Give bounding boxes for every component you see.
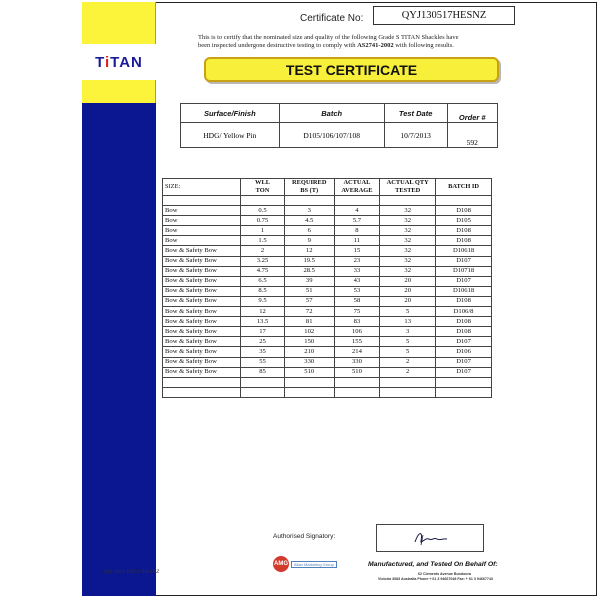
table-cell: 9.5 — [241, 296, 285, 306]
table-cell: 20 — [380, 276, 436, 286]
table-cell: 102 — [284, 327, 334, 337]
table-cell: 28.5 — [284, 266, 334, 276]
table-cell: D107 — [436, 357, 492, 367]
table-cell: 32 — [380, 216, 436, 226]
summary-value-cell: 10/7/2013 — [384, 123, 447, 148]
table-cell: 106 — [334, 327, 380, 337]
table-cell: D107 — [436, 367, 492, 377]
table-cell: 57 — [284, 296, 334, 306]
intro-text: This is to certify that the nominated size and quality of the following Grade S TITAN Shackles have been inspected undergone destructive testing to comply with AS2741-2002 with following results. — [198, 34, 459, 49]
table-cell: 12 — [284, 246, 334, 256]
table-cell: D10618 — [436, 286, 492, 296]
summary-header-cell: Surface/Finish — [181, 104, 280, 123]
table-row — [163, 206, 492, 216]
empty-row — [163, 387, 492, 397]
table-row — [163, 236, 492, 246]
summary-header-cell: Batch — [279, 104, 384, 123]
table-cell: Bow — [163, 216, 241, 226]
results-table — [162, 178, 492, 398]
reference-number: Ref: QYJ-130517HESNZ — [104, 569, 160, 575]
table-cell: 2 — [380, 367, 436, 377]
table-cell: 5.7 — [334, 216, 380, 226]
table-cell: 0.75 — [241, 216, 285, 226]
table-cell: D108 — [436, 206, 492, 216]
table-cell: Bow & Safety Bow — [163, 357, 241, 367]
table-row — [163, 327, 492, 337]
signature-image — [377, 525, 483, 551]
table-cell: Bow & Safety Bow — [163, 317, 241, 327]
table-cell: 2 — [380, 357, 436, 367]
table-cell: Bow & Safety Bow — [163, 327, 241, 337]
table-cell: D106/8 — [436, 307, 492, 317]
table-cell: 3 — [284, 206, 334, 216]
table-cell: D108 — [436, 327, 492, 337]
table-cell: 510 — [284, 367, 334, 377]
results-body — [163, 206, 492, 378]
table-cell: 0.5 — [241, 206, 285, 216]
table-cell: 4.75 — [241, 266, 285, 276]
spacer-row — [163, 196, 492, 206]
table-cell: 330 — [284, 357, 334, 367]
table-cell: 15 — [334, 246, 380, 256]
table-cell: 32 — [380, 226, 436, 236]
summary-value-row — [181, 123, 498, 148]
certificate-number-value: QYJ130517HESNZ — [373, 6, 515, 25]
table-row — [163, 246, 492, 256]
table-row — [163, 276, 492, 286]
table-cell: 35 — [241, 347, 285, 357]
table-row — [163, 317, 492, 327]
summary-header-cell: Test Date — [384, 104, 447, 123]
table-cell: 17 — [241, 327, 285, 337]
table-cell: 330 — [334, 357, 380, 367]
table-cell: 23 — [334, 256, 380, 266]
table-cell: Bow & Safety Bow — [163, 286, 241, 296]
table-cell: 32 — [380, 256, 436, 266]
manufacturer-address-line1: 62 Clements Avenue Bundoora — [418, 572, 471, 576]
table-cell: 32 — [380, 236, 436, 246]
table-cell: 8.5 — [241, 286, 285, 296]
table-cell: 3 — [380, 327, 436, 337]
table-row — [163, 347, 492, 357]
table-cell: 13.5 — [241, 317, 285, 327]
table-cell: Bow & Safety Bow — [163, 276, 241, 286]
table-cell: 155 — [334, 337, 380, 347]
table-cell: 32 — [380, 266, 436, 276]
table-cell: D108 — [436, 296, 492, 306]
amg-logo — [273, 555, 343, 573]
table-cell: 81 — [284, 317, 334, 327]
table-cell: 32 — [380, 246, 436, 256]
summary-value-cell: 592 — [447, 123, 497, 148]
table-cell: 8 — [334, 226, 380, 236]
table-row — [163, 296, 492, 306]
table-cell: D107 — [436, 337, 492, 347]
table-cell: D107 — [436, 276, 492, 286]
table-cell: 75 — [334, 307, 380, 317]
table-cell: D107 — [436, 256, 492, 266]
table-cell: 20 — [380, 296, 436, 306]
table-cell: Bow & Safety Bow — [163, 256, 241, 266]
table-cell: 1.5 — [241, 236, 285, 246]
table-cell: 13 — [380, 317, 436, 327]
table-cell: D108 — [436, 226, 492, 236]
table-cell: 4.5 — [284, 216, 334, 226]
table-cell: 51 — [284, 286, 334, 296]
summary-value-cell: D105/106/107/108 — [279, 123, 384, 148]
table-cell: 53 — [334, 286, 380, 296]
table-cell: 58 — [334, 296, 380, 306]
table-cell: D105 — [436, 216, 492, 226]
table-row — [163, 216, 492, 226]
table-cell: 39 — [284, 276, 334, 286]
table-cell: 5 — [380, 347, 436, 357]
table-cell: 1 — [241, 226, 285, 236]
left-brand-bar — [82, 2, 156, 596]
table-cell: 12 — [241, 307, 285, 317]
title-banner — [204, 57, 499, 82]
table-cell: Bow & Safety Bow — [163, 337, 241, 347]
table-cell: 11 — [334, 236, 380, 246]
table-cell: Bow & Safety Bow — [163, 266, 241, 276]
header-wll: WLL TON — [241, 179, 285, 196]
table-cell: D108 — [436, 236, 492, 246]
summary-header-row — [181, 104, 498, 123]
table-cell: 43 — [334, 276, 380, 286]
table-cell: 19.5 — [284, 256, 334, 266]
table-cell: 9 — [284, 236, 334, 246]
table-cell: Bow & Safety Bow — [163, 246, 241, 256]
table-row — [163, 307, 492, 317]
table-cell: Bow — [163, 206, 241, 216]
table-cell: 72 — [284, 307, 334, 317]
header-qty: ACTUAL QTY TESTED — [380, 179, 436, 196]
table-cell: Bow & Safety Bow — [163, 347, 241, 357]
table-cell: 3.25 — [241, 256, 285, 266]
table-row — [163, 357, 492, 367]
summary-value-cell: HDG/ Yellow Pin — [181, 123, 280, 148]
titan-logo: TiTAN — [82, 44, 156, 80]
table-cell: 5 — [380, 307, 436, 317]
table-cell: 510 — [334, 367, 380, 377]
blue-band — [82, 103, 156, 596]
amg-mark: AMG — [273, 556, 289, 572]
table-cell: 32 — [380, 206, 436, 216]
manufacturer-address-line2: Victoria 3083 Australia Phone + 61 3 94667048 Fax: + 61 3 94667743 — [378, 577, 493, 581]
table-cell: 6.5 — [241, 276, 285, 286]
table-cell: Bow & Safety Bow — [163, 367, 241, 377]
table-cell: 6 — [284, 226, 334, 236]
table-cell: Bow — [163, 236, 241, 246]
table-row — [163, 226, 492, 236]
table-cell: 55 — [241, 357, 285, 367]
table-cell: 5 — [380, 337, 436, 347]
signature-box — [376, 524, 484, 552]
table-cell: 2 — [241, 246, 285, 256]
authorised-signatory-label: Authorised Signatory: — [273, 533, 336, 540]
table-cell: D10718 — [436, 266, 492, 276]
table-cell: 33 — [334, 266, 380, 276]
table-cell: Bow & Safety Bow — [163, 296, 241, 306]
table-cell: D108 — [436, 317, 492, 327]
header-required: REQUIRED BS (T) — [284, 179, 334, 196]
results-header-row — [163, 179, 492, 196]
table-row — [163, 266, 492, 276]
header-size: SIZE: — [163, 179, 241, 196]
header-actual: ACTUAL AVERAGE — [334, 179, 380, 196]
table-cell: 150 — [284, 337, 334, 347]
table-cell: D10618 — [436, 246, 492, 256]
table-cell: 25 — [241, 337, 285, 347]
table-row — [163, 337, 492, 347]
manufacturer-title: Manufactured, and Tested On Behalf Of: — [368, 561, 498, 568]
table-row — [163, 286, 492, 296]
table-row — [163, 367, 492, 377]
table-row — [163, 256, 492, 266]
table-cell: 4 — [334, 206, 380, 216]
summary-table — [180, 103, 498, 148]
header-batch: BATCH ID — [436, 179, 492, 196]
table-cell: 210 — [284, 347, 334, 357]
table-cell: 214 — [334, 347, 380, 357]
table-cell: 83 — [334, 317, 380, 327]
amg-text: Allan Marketing Group — [291, 561, 337, 568]
table-cell: D106 — [436, 347, 492, 357]
table-cell: 85 — [241, 367, 285, 377]
certificate-number-label: Certificate No: — [300, 13, 364, 24]
page-title: TEST CERTIFICATE — [285, 61, 418, 78]
table-cell: Bow — [163, 226, 241, 236]
summary-header-cell: Order # — [447, 104, 497, 123]
table-cell: 20 — [380, 286, 436, 296]
table-cell: Bow & Safety Bow — [163, 307, 241, 317]
empty-row — [163, 377, 492, 387]
